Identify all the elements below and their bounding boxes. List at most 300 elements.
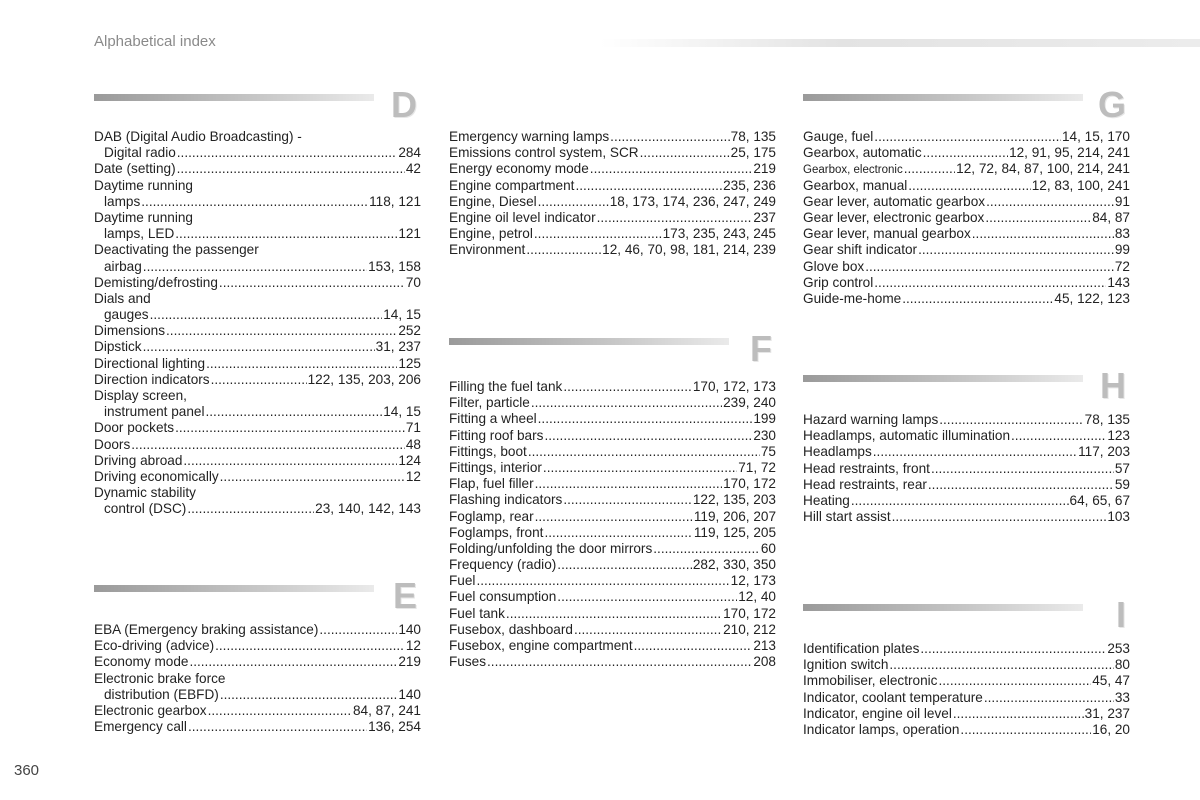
entry-term: Dimensions: [94, 323, 166, 339]
section-letter: I: [1115, 594, 1126, 635]
dot-leader: [219, 275, 405, 291]
index-entry: [449, 492, 776, 508]
entry-pages: 170, 172: [723, 476, 776, 492]
index-entry: [449, 145, 776, 161]
dot-leader: [506, 606, 722, 622]
entry-pages: 125: [398, 355, 421, 371]
dot-leader: [1011, 428, 1106, 444]
entry-term: Identification plates: [803, 641, 920, 656]
entry-pages: 123: [1107, 428, 1130, 444]
entry-pages: 143: [1107, 274, 1130, 290]
dot-leader: [150, 307, 383, 323]
index-entry: [803, 194, 1130, 210]
index-entry: [94, 356, 421, 372]
dot-leader: [939, 412, 1083, 428]
entry-pages: 57: [1114, 460, 1130, 476]
entry-term: Gearbox, electronic: [803, 164, 903, 177]
entry-pages: 122, 135, 203: [692, 492, 776, 508]
entry-term: Emergency warning lamps: [449, 129, 610, 144]
entry-term: Direction indicators: [94, 371, 210, 387]
index-entry: [449, 428, 776, 444]
index-entry: [449, 226, 776, 242]
entry-term: lamps: [104, 193, 141, 209]
entry-term: DAB (Digital Audio Broadcasting) -: [94, 129, 302, 144]
dot-leader: [183, 453, 397, 469]
entry-term: Gearbox, automatic: [803, 145, 922, 161]
index-entry: [94, 145, 421, 161]
entry-pages: 284: [398, 145, 421, 161]
entry-term: Filling the fuel tank: [449, 379, 563, 394]
dot-leader: [923, 145, 1008, 161]
dot-leader: [206, 404, 383, 420]
entry-pages: 219: [398, 654, 421, 670]
dot-leader: [535, 476, 722, 492]
entries-e-continued: [449, 129, 776, 259]
dot-leader: [640, 145, 730, 161]
entry-term: Fitting roof bars: [449, 427, 544, 443]
entry-pages: 12, 91, 95, 214, 241: [1009, 145, 1130, 161]
index-entry: [94, 485, 421, 501]
entry-term: gauges: [104, 307, 149, 323]
dot-leader: [319, 622, 397, 638]
dot-leader: [873, 444, 1077, 460]
entry-term: Economy mode: [94, 654, 189, 670]
section-letter: D: [391, 84, 417, 125]
entry-term: Emergency call: [94, 719, 187, 735]
dot-leader: [531, 395, 722, 411]
index-entry: [94, 259, 421, 275]
entry-term: Fittings, boot: [449, 443, 527, 459]
entry-term: Hill start assist: [803, 509, 891, 525]
dot-leader: [908, 178, 1030, 194]
page-number: 360: [14, 762, 40, 779]
dot-leader: [574, 622, 722, 638]
entry-term: Filter, particle: [449, 395, 530, 411]
entry-term: Demisting/defrosting: [94, 274, 218, 290]
index-entry: [94, 226, 421, 242]
index-entry: [803, 291, 1130, 307]
entry-pages: 80: [1114, 657, 1130, 673]
index-entry: [449, 509, 776, 525]
index-entry: [94, 161, 421, 177]
entry-term: Gear shift indicator: [803, 242, 918, 258]
index-entry: [803, 226, 1130, 242]
entry-pages: 252: [398, 323, 421, 339]
entry-pages: 170, 172: [723, 605, 776, 621]
dot-leader: [526, 242, 601, 258]
dot-leader: [563, 379, 692, 395]
section-bar: [803, 604, 1083, 611]
entry-term: Driving abroad: [94, 452, 183, 468]
index-entry: [94, 291, 421, 307]
entry-term: Engine compartment: [449, 177, 575, 193]
entry-term: Emissions control system, SCR: [449, 145, 639, 161]
entry-term: lamps, LED: [104, 226, 175, 242]
entry-pages: 75: [760, 443, 776, 459]
entry-term: Environment: [449, 242, 526, 258]
entry-pages: 239, 240: [723, 395, 776, 411]
section-bar: [803, 375, 1083, 382]
dot-leader: [208, 703, 352, 719]
entry-term: Engine oil level indicator: [449, 209, 596, 225]
index-entry: [94, 339, 421, 355]
entry-term: EBA (Emergency braking assistance): [94, 622, 319, 637]
entry-pages: 91: [1114, 193, 1130, 209]
entry-term: Driving economically: [94, 468, 219, 484]
dot-leader: [143, 339, 375, 355]
index-entry: [449, 242, 776, 258]
entry-pages: 140: [398, 686, 421, 702]
entry-pages: 42: [405, 161, 421, 177]
entry-pages: 210, 212: [723, 621, 776, 637]
entry-term: Dials and: [94, 290, 151, 306]
dot-leader: [141, 194, 368, 210]
dot-leader: [874, 129, 1061, 145]
dot-leader: [538, 411, 753, 427]
entries-f: [449, 379, 776, 670]
dot-leader: [960, 722, 1091, 738]
entry-term: Folding/unfolding the door mirrors: [449, 540, 653, 556]
dot-leader: [557, 557, 692, 573]
index-entry: [803, 129, 1130, 145]
index-entry: [449, 541, 776, 557]
dot-leader: [902, 291, 1053, 307]
index-entry: [803, 641, 1130, 657]
entry-pages: 23, 140, 142, 143: [315, 501, 421, 517]
index-entry: [449, 654, 776, 670]
entry-term: Energy economy mode: [449, 161, 589, 177]
entries-i: [803, 641, 1130, 738]
index-entry: [94, 671, 421, 687]
dot-leader: [986, 194, 1114, 210]
index-entry: [94, 719, 421, 735]
dot-leader: [534, 226, 662, 242]
section-letter: E: [392, 575, 417, 616]
index-entry: [449, 622, 776, 638]
index-entry: [449, 606, 776, 622]
dot-leader: [938, 673, 1091, 689]
dot-leader: [874, 275, 1106, 291]
entry-pages: 117, 203: [1078, 444, 1130, 460]
entry-term: Daytime running: [94, 177, 193, 193]
index-entry: [803, 275, 1130, 291]
dot-leader: [634, 638, 753, 654]
entry-term: Indicator, engine oil level: [803, 705, 952, 721]
entry-term: Indicator, coolant temperature: [803, 689, 983, 705]
dot-leader: [889, 657, 1113, 673]
dot-leader: [487, 654, 752, 670]
entry-term: Display screen,: [94, 388, 187, 403]
index-entry: [803, 412, 1130, 428]
index-entry: [94, 687, 421, 703]
dot-leader: [931, 461, 1114, 477]
dot-leader: [177, 145, 398, 161]
index-entry: [803, 477, 1130, 493]
entry-pages: 12, 46, 70, 98, 181, 214, 239: [602, 242, 776, 258]
dot-leader: [211, 372, 307, 388]
entry-pages: 64, 65, 67: [1069, 492, 1130, 508]
entry-term: Immobiliser, electronic: [803, 673, 938, 689]
entry-term: Glove box: [803, 258, 865, 274]
dot-leader: [538, 194, 609, 210]
entry-pages: 118, 121: [369, 193, 421, 209]
entry-term: Eco-driving (advice): [94, 638, 215, 654]
entry-term: Fittings, interior: [449, 459, 542, 475]
entry-pages: 122, 135, 203, 206: [307, 371, 421, 387]
index-entry: [94, 388, 421, 404]
index-entry: [449, 444, 776, 460]
index-entry: [449, 411, 776, 427]
entry-pages: 253: [1107, 641, 1130, 656]
entry-pages: 84, 87, 241: [352, 702, 421, 718]
index-entry: [94, 638, 421, 654]
entry-pages: 237: [753, 209, 776, 225]
entry-term: Flap, fuel filler: [449, 476, 534, 492]
entry-pages: 33: [1114, 689, 1130, 705]
dot-leader: [166, 323, 397, 339]
entry-pages: 140: [398, 622, 421, 637]
entry-pages: 119, 206, 207: [693, 508, 776, 524]
index-entry: [94, 372, 421, 388]
index-entry: [803, 210, 1130, 226]
entry-term: Head restraints, front: [803, 460, 930, 476]
entry-term: Fuel consumption: [449, 589, 557, 605]
entry-term: Head restraints, rear: [803, 476, 927, 492]
entry-pages: 71: [405, 420, 421, 436]
index-entry: [94, 323, 421, 339]
index-entry: [449, 129, 776, 145]
entry-pages: 136, 254: [368, 719, 421, 735]
entry-term: Fuel: [449, 573, 476, 589]
entry-term: Guide-me-home: [803, 290, 902, 306]
entry-pages: 99: [1114, 242, 1130, 258]
index-entry: [803, 428, 1130, 444]
dot-leader: [610, 129, 729, 145]
index-entry: [803, 444, 1130, 460]
dot-leader: [563, 492, 692, 508]
entry-pages: 16, 20: [1092, 721, 1130, 737]
entries-g: [803, 129, 1130, 307]
section-letter: H: [1100, 365, 1126, 406]
dot-leader: [953, 706, 1084, 722]
entry-term: Gearbox, manual: [803, 177, 908, 193]
dot-leader: [544, 428, 752, 444]
entry-pages: 83: [1114, 226, 1130, 242]
index-entry: [94, 703, 421, 719]
entry-term: Ignition switch: [803, 657, 889, 673]
dot-leader: [189, 654, 397, 670]
entries-h: [803, 412, 1130, 525]
entry-pages: 12: [405, 638, 421, 654]
index-entry: [94, 501, 421, 517]
index-entry: [803, 161, 1130, 177]
section-bar: [449, 338, 729, 345]
entry-term: Fuel tank: [449, 605, 505, 621]
dot-leader: [143, 259, 367, 275]
entry-pages: 45, 122, 123: [1054, 290, 1130, 306]
entry-pages: 31, 237: [375, 339, 421, 355]
dot-leader: [590, 161, 753, 177]
index-entry: [94, 178, 421, 194]
entry-pages: 78, 135: [1084, 412, 1130, 427]
header-rule: [600, 39, 1200, 47]
dot-leader: [177, 161, 405, 177]
entry-term: distribution (EBFD): [104, 686, 219, 702]
index-entry: [449, 638, 776, 654]
entry-pages: 219: [753, 161, 776, 177]
entry-term: Deactivating the passenger: [94, 242, 259, 258]
section-bar: [94, 585, 374, 592]
entry-term: Electronic gearbox: [94, 702, 207, 718]
dot-leader: [543, 460, 737, 476]
entry-pages: 124: [398, 452, 421, 468]
entry-pages: 14, 15: [383, 404, 421, 420]
entry-pages: 48: [405, 436, 421, 452]
entry-term: Date (setting): [94, 161, 176, 177]
entry-pages: 235, 236: [723, 177, 776, 193]
dot-leader: [175, 226, 397, 242]
entry-term: Doors: [94, 436, 131, 452]
dot-leader: [131, 437, 405, 453]
index-entry: [94, 275, 421, 291]
index-entry: [94, 307, 421, 323]
entry-pages: 78, 135: [730, 129, 776, 144]
index-entry: [449, 476, 776, 492]
index-entry: [803, 145, 1130, 161]
dot-leader: [215, 638, 405, 654]
index-entry: [94, 437, 421, 453]
dot-leader: [206, 356, 397, 372]
entry-term: Digital radio: [104, 145, 176, 161]
dot-leader: [575, 178, 722, 194]
dot-leader: [918, 242, 1114, 258]
dot-leader: [557, 589, 737, 605]
entry-term: Gear lever, manual gearbox: [803, 226, 971, 242]
index-entry: [449, 379, 776, 395]
index-entry: [94, 242, 421, 258]
dot-leader: [528, 444, 760, 460]
entry-term: airbag: [104, 258, 142, 274]
index-entry: [94, 404, 421, 420]
entry-pages: 199: [753, 411, 776, 427]
dot-leader: [851, 493, 1069, 509]
entry-term: Frequency (radio): [449, 557, 557, 573]
entry-pages: 153, 158: [368, 258, 421, 274]
section-letter: G: [1097, 84, 1126, 125]
entry-pages: 282, 330, 350: [692, 557, 776, 573]
entry-pages: 31, 237: [1084, 705, 1130, 721]
entry-pages: 12, 173: [730, 573, 776, 589]
entry-term: Gauge, fuel: [803, 129, 874, 144]
index-entry: [803, 690, 1130, 706]
index-entry: [449, 178, 776, 194]
index-entry: [449, 210, 776, 226]
entry-pages: 14, 15, 170: [1061, 129, 1130, 144]
section-bar: [94, 94, 374, 101]
dot-leader: [597, 210, 753, 226]
index-entry: [449, 589, 776, 605]
entry-term: Gear lever, electronic gearbox: [803, 209, 985, 225]
entry-term: Electronic brake force: [94, 670, 226, 686]
index-entry: [449, 460, 776, 476]
index-entry: [803, 461, 1130, 477]
index-entry: [449, 194, 776, 210]
entry-pages: 59: [1114, 476, 1130, 492]
index-entry: [449, 573, 776, 589]
index-entry: [449, 395, 776, 411]
entry-term: Directional lighting: [94, 355, 206, 371]
entry-term: Foglamps, front: [449, 524, 544, 540]
entry-pages: 12, 72, 84, 87, 100, 214, 241: [956, 161, 1130, 177]
index-entry: [94, 210, 421, 226]
dot-leader: [476, 573, 729, 589]
header-title: Alphabetical index: [94, 33, 216, 50]
entry-pages: 12, 83, 100, 241: [1031, 177, 1130, 193]
entry-term: Grip control: [803, 274, 874, 290]
entry-pages: 103: [1107, 509, 1130, 525]
entry-term: Headlamps, automatic illumination: [803, 428, 1011, 444]
dot-leader: [920, 641, 1106, 657]
entry-term: Engine, petrol: [449, 226, 533, 242]
index-entry: [803, 509, 1130, 525]
index-entry: [94, 129, 421, 145]
entry-term: Engine, Diesel: [449, 193, 537, 209]
index-entry: [94, 622, 421, 638]
section-bar: [803, 94, 1083, 101]
entry-pages: 213: [753, 638, 776, 653]
index-entry: [94, 420, 421, 436]
entry-pages: 45, 47: [1092, 673, 1130, 689]
dot-leader: [904, 161, 955, 177]
entry-pages: 173, 235, 243, 245: [662, 226, 776, 242]
entry-pages: 84, 87: [1092, 209, 1130, 225]
entry-pages: 121: [398, 226, 421, 242]
entry-term: Hazard warning lamps: [803, 412, 939, 427]
index-entry: [94, 453, 421, 469]
entry-term: Foglamp, rear: [449, 508, 534, 524]
entry-pages: 12: [405, 468, 421, 484]
entry-term: Door pockets: [94, 420, 175, 436]
index-entry: [803, 673, 1130, 689]
index-entry: [803, 259, 1130, 275]
index-entry: [94, 469, 421, 485]
entry-term: Dipstick: [94, 339, 142, 355]
entry-term: Fusebox, dashboard: [449, 621, 573, 637]
entry-pages: 230: [753, 427, 776, 443]
entry-term: Headlamps: [803, 444, 872, 460]
entry-pages: 70: [405, 274, 421, 290]
index-entry: [803, 706, 1130, 722]
entry-term: instrument panel: [104, 404, 205, 420]
entry-term: Fitting a wheel: [449, 411, 537, 427]
index-entry: [94, 194, 421, 210]
dot-leader: [985, 210, 1091, 226]
entry-term: Gear lever, automatic gearbox: [803, 193, 986, 209]
entry-term: control (DSC): [104, 501, 187, 517]
index-entry: [449, 161, 776, 177]
entry-term: Daytime running: [94, 209, 193, 225]
entry-term: Fuses: [449, 654, 487, 670]
index-entry: [449, 525, 776, 541]
entry-pages: 18, 173, 174, 236, 247, 249: [609, 193, 776, 209]
entry-term: Heating: [803, 492, 850, 508]
dot-leader: [984, 690, 1114, 706]
entry-pages: 71, 72: [738, 459, 776, 475]
entry-term: Flashing indicators: [449, 492, 563, 508]
index-entry: [803, 178, 1130, 194]
index-entry: [803, 722, 1130, 738]
dot-leader: [187, 501, 314, 517]
